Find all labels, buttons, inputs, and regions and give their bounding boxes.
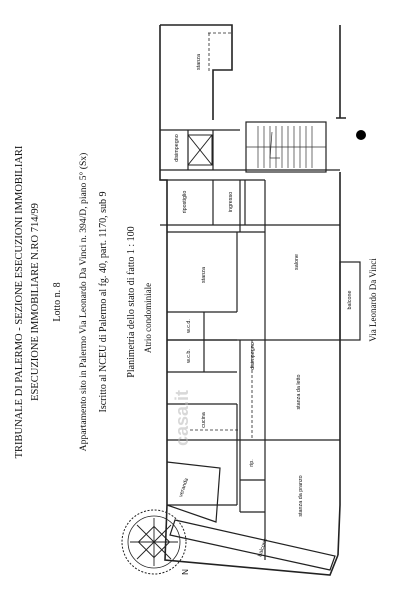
watermark: casa.it <box>172 389 192 447</box>
title-block <box>14 145 153 458</box>
room-label-salone: salone <box>294 254 300 270</box>
compass-rose <box>122 510 190 575</box>
room-label-balcone-bottom: balcone <box>257 537 269 558</box>
procedure-title: ESECUZIONE IMMOBILIARE N.RO 714/99 <box>30 203 41 401</box>
room-label-ingresso: ingresso <box>228 191 234 213</box>
court-title: TRIBUNALE DI PALERMO - SEZIONE ESECUZIONI IMMOBILIARI <box>14 145 25 459</box>
compass-north-label: N <box>181 569 190 575</box>
veranda-balcony-outlines <box>167 262 360 570</box>
room-label-stanza-mid: stanza <box>201 267 207 283</box>
room-label-cucina: cucina <box>201 412 207 428</box>
room-label-wcd: w.c.d. <box>186 319 192 333</box>
lower-walls <box>167 404 340 560</box>
atrium-label: Atrio condominiale <box>143 282 153 354</box>
room-label-stanza-pranzo: stanza da pranzo <box>298 475 304 517</box>
middle-walls <box>167 180 340 440</box>
room-label-ripostiglio: ripostiglio <box>182 190 188 214</box>
room-label-rip: rip. <box>249 459 255 467</box>
veranda-outline <box>167 462 220 522</box>
upper-room-dashed-edge <box>208 33 232 72</box>
right-exterior-wall <box>336 25 346 555</box>
cadastre-reference: Iscritto al NCEU di Palermo al fg. 40, part. 1170, sub 9 <box>98 191 109 413</box>
room-label-disimpegno-mid: disimpegno <box>250 342 256 370</box>
outer-wall <box>160 25 338 575</box>
street-label: Via Leonardo Da Vinci <box>368 258 378 342</box>
lot-number: Lotto n. 8 <box>52 282 63 322</box>
room-label-stanza-top: stanza <box>196 54 202 70</box>
room-label-wcb: w.c.b. <box>186 349 192 363</box>
room-label-disimpegno-top: disimpegno <box>174 134 180 162</box>
lift-shaft <box>188 135 212 165</box>
staircase <box>246 126 326 168</box>
room-label-veranda: veranda <box>178 477 190 498</box>
reference-dot-marker <box>356 130 366 140</box>
dashed-partitions <box>190 340 252 440</box>
plan-title: Planimetria dello stato di fatto 1 : 100 <box>126 226 137 378</box>
room-label-balcone-right: balcone <box>347 290 353 310</box>
room-label-stanza-letto: stanza da letto <box>296 374 302 410</box>
property-address: Appartamento sito in Palermo Via Leonardo Da Vinci n. 394/D, piano 5° (Sx) <box>78 152 89 452</box>
walls <box>160 25 346 575</box>
